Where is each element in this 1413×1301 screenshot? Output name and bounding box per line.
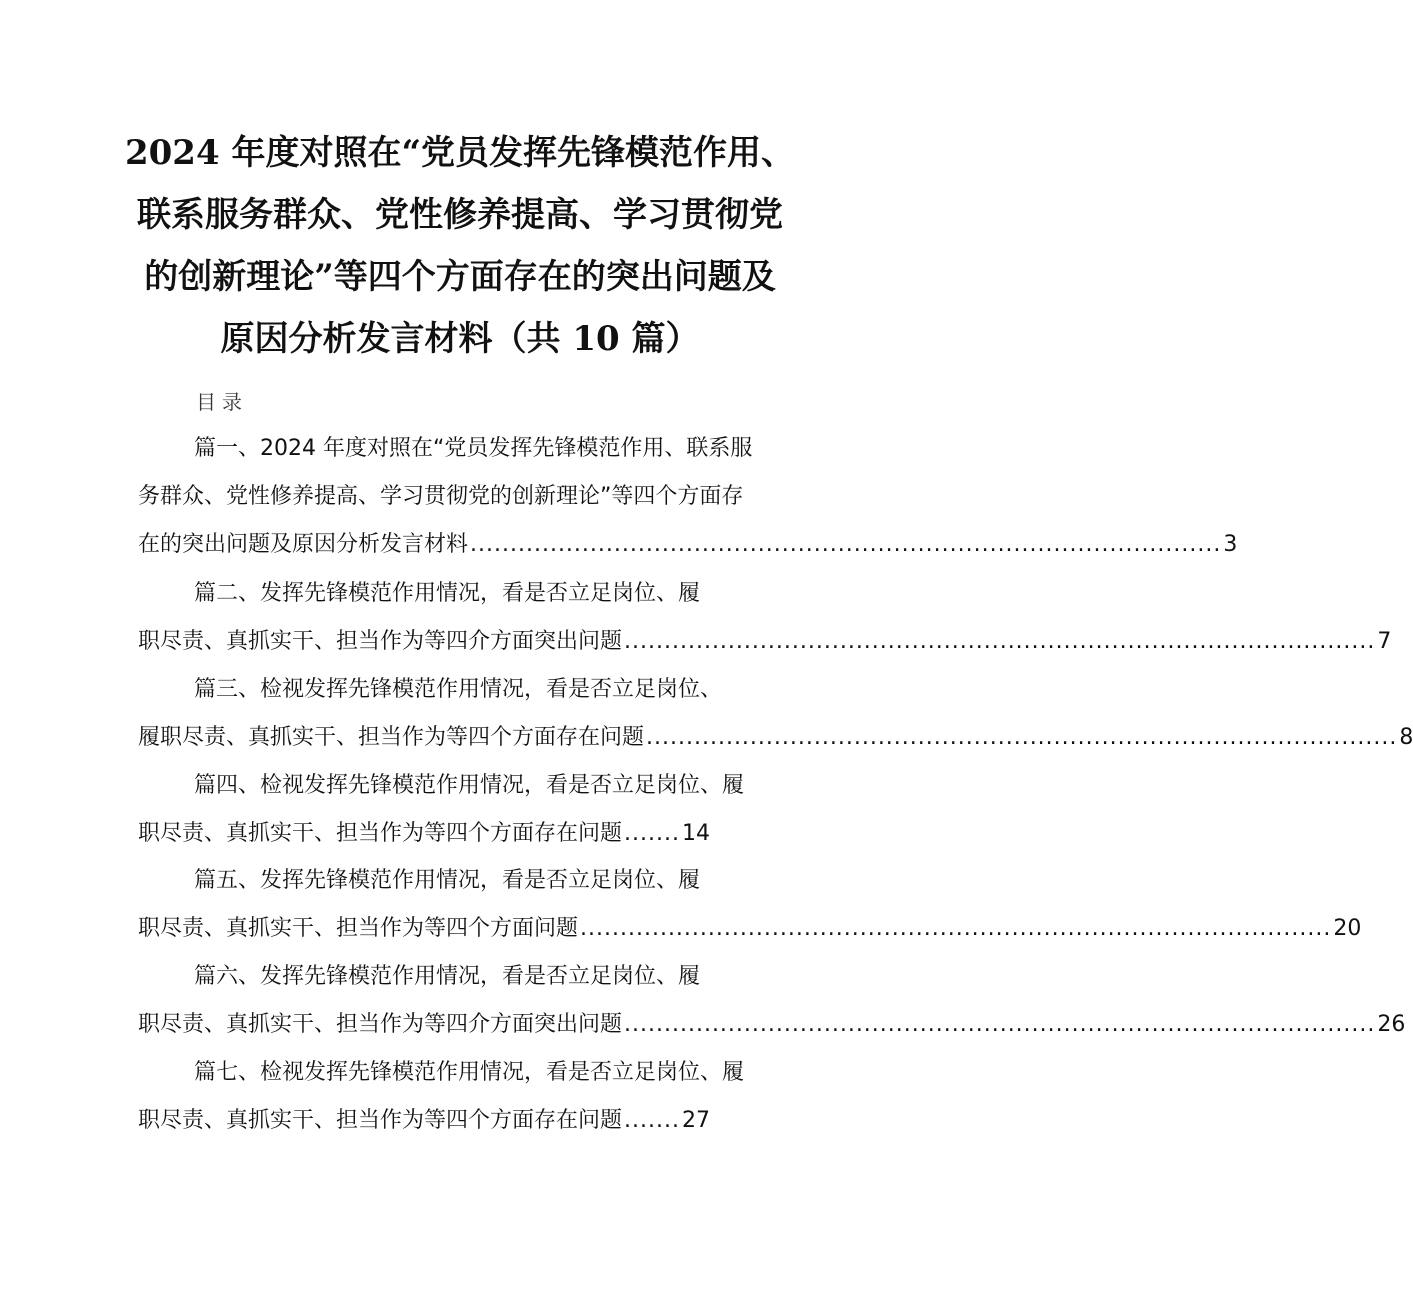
toc-entry-last-line	[138, 521, 1238, 569]
toc-entry-text: 在的突出问题及原因分析发言材料	[138, 532, 469, 557]
title-line: 原因分析发言材料（共 10 篇）	[220, 319, 700, 359]
toc-entry-line: 篇二、发挥先锋模范作用情况，看是否立足岗位、履	[194, 581, 701, 606]
toc-entry-last-line	[138, 905, 1362, 953]
title-line: 2024 年度对照在“党员发挥先锋模范作用、	[124, 133, 796, 173]
toc-entry	[138, 666, 1413, 762]
document-title	[120, 122, 800, 370]
toc-leader-dots: ..............................................................................................	[646, 725, 1398, 750]
toc-entry	[138, 1049, 788, 1145]
toc-entry-text: 履职尽责、真抓实干、担当作为等四个方面存在问题	[138, 725, 645, 750]
toc-entry	[138, 762, 788, 858]
toc-page-number: 20	[1333, 916, 1362, 941]
toc-leader-dots: .......	[624, 1108, 680, 1133]
toc-entry-line: 务群众、党性修养提高、学习贯彻党的创新理论”等四个方面存	[138, 484, 744, 509]
toc-entry	[138, 953, 1406, 1049]
toc-entry	[138, 425, 1238, 569]
toc-entry	[138, 570, 1392, 666]
title-line: 的创新理论”等四个方面存在的突出问题及	[144, 257, 776, 297]
toc-leader-dots: ..............................................................................................	[580, 916, 1332, 941]
toc-entry-text: 职尽责、真抓实干、担当作为等四介方面突出问题	[138, 629, 623, 654]
toc-entry-text: 职尽责、真抓实干、担当作为等四个方面存在问题	[138, 821, 623, 846]
toc-entry-line: 篇四、检视发挥先锋模范作用情况，看是否立足岗位、履	[194, 773, 745, 798]
title-line: 联系服务群众、党性修养提高、学习贯彻党	[137, 195, 783, 235]
toc-entry-line: 篇六、发挥先锋模范作用情况，看是否立足岗位、履	[194, 964, 701, 989]
toc-leader-dots: ..............................................................................................	[624, 1012, 1376, 1037]
toc-page-number: 14	[681, 821, 710, 846]
toc-entry-last-line	[138, 1097, 788, 1145]
toc-entry	[138, 857, 1362, 953]
toc-leader-dots: ..............................................................................................	[624, 629, 1376, 654]
toc-entry-line: 篇五、发挥先锋模范作用情况，看是否立足岗位、履	[194, 868, 701, 893]
toc-entry-last-line	[138, 714, 1413, 762]
toc-entry-line: 篇七、检视发挥先锋模范作用情况，看是否立足岗位、履	[194, 1060, 745, 1085]
toc-page-number: 27	[681, 1108, 710, 1133]
toc-leader-dots: .......	[624, 821, 680, 846]
toc-entry-line: 篇一、2024 年度对照在“党员发挥先锋模范作用、联系服	[194, 436, 753, 461]
toc-entry-text: 职尽责、真抓实干、担当作为等四个方面存在问题	[138, 1108, 623, 1133]
toc-entry-last-line	[138, 618, 1392, 666]
toc-leader-dots: ..............................................................................................	[470, 532, 1222, 557]
toc-entry-text: 职尽责、真抓实干、担当作为等四个方面问题	[138, 916, 579, 941]
toc-heading: 目录	[196, 390, 248, 414]
toc-page-number: 8	[1399, 725, 1413, 750]
toc-page-number: 3	[1223, 532, 1238, 557]
toc-entry-text: 职尽责、真抓实干、担当作为等四介方面突出问题	[138, 1012, 623, 1037]
toc-page-number: 26	[1377, 1012, 1406, 1037]
toc-page-number: 7	[1377, 629, 1392, 654]
toc-entry-last-line	[138, 810, 788, 858]
toc-entry-line: 篇三、检视发挥先锋模范作用情况，看是否立足岗位、	[194, 677, 723, 702]
toc-entry-last-line	[138, 1001, 1406, 1049]
